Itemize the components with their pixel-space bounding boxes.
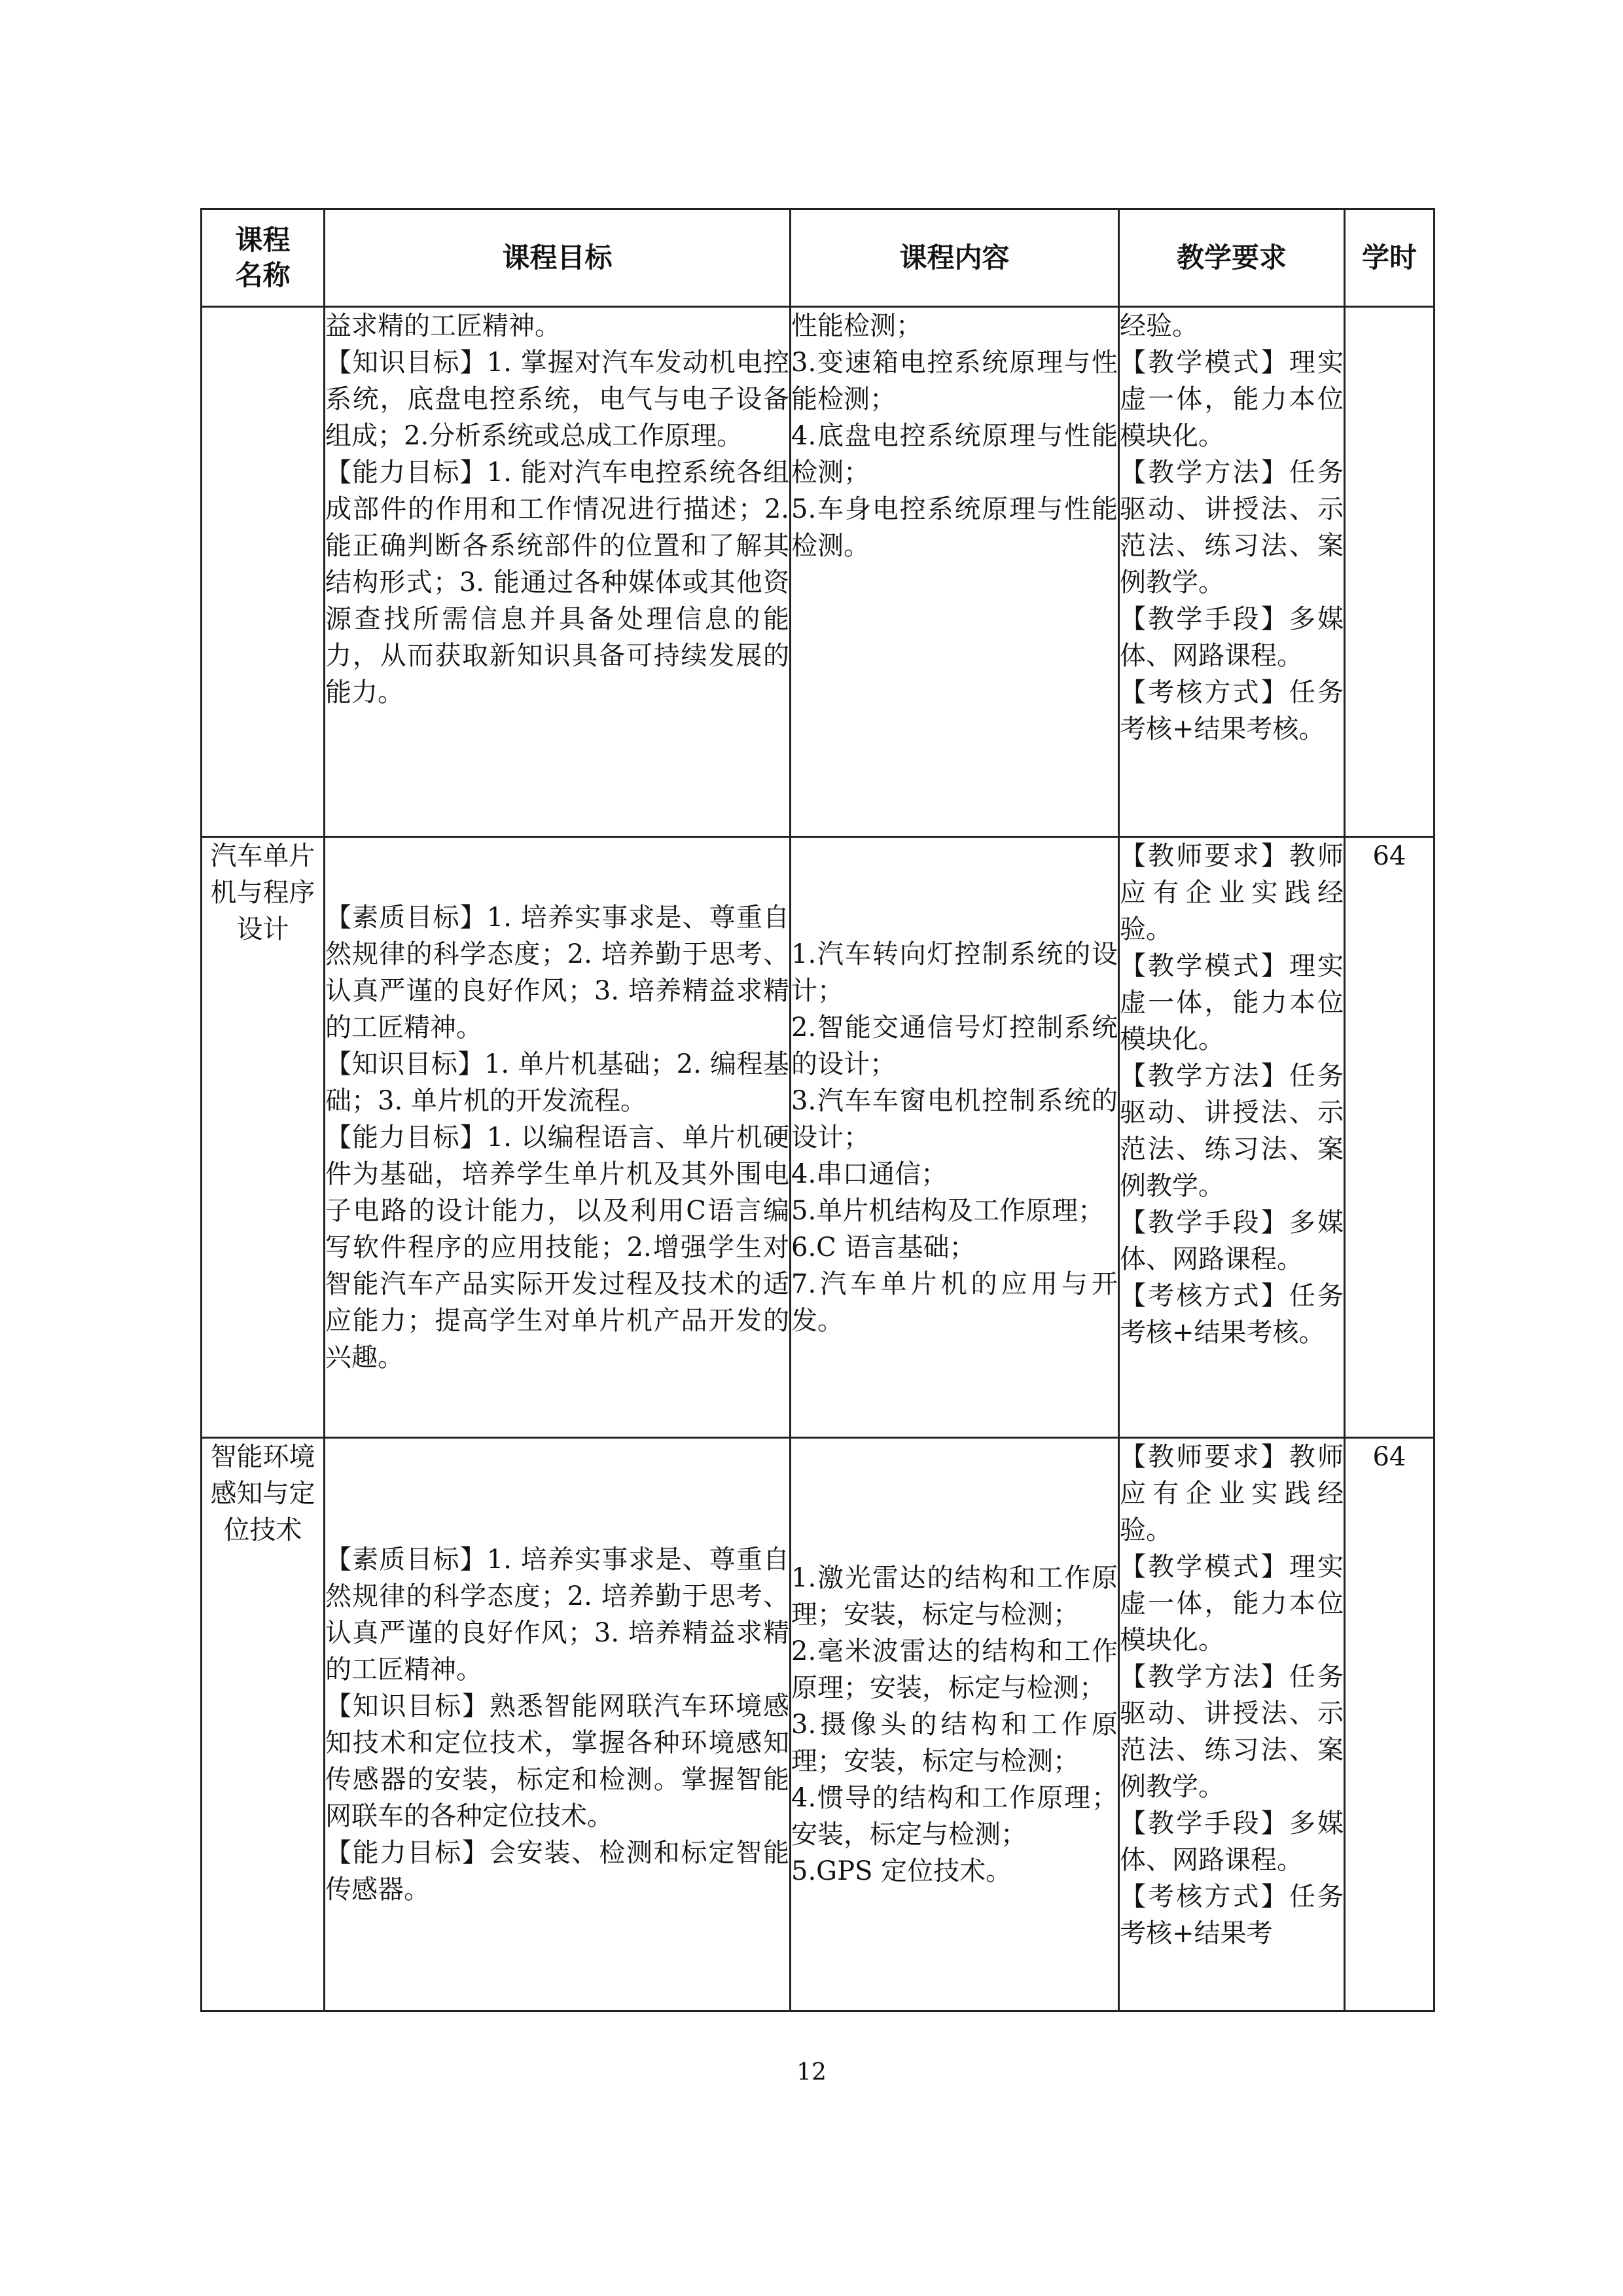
course-goal-cell <box>325 307 791 837</box>
table-row <box>202 307 1435 837</box>
content-item: 5.单片机结构及工作原理； <box>791 1195 1105 1226</box>
hours-cell: 64 <box>1345 1438 1435 2011</box>
course-content-cell <box>791 837 1119 1438</box>
course-name-cell: 汽车单片机与程序设计 <box>202 837 325 1438</box>
course-goal-cell <box>325 1438 791 2011</box>
content-item: 4.底盘电控系统原理与性能检测； <box>791 421 1118 488</box>
table-header-row <box>202 209 1435 307</box>
content-item: 6.C 语言基础； <box>791 1232 976 1263</box>
requirement-item: 【教师要求】教师应有企业实践经验。 <box>1120 841 1344 944</box>
content-item: 5.GPS 定位技术。 <box>791 1856 1012 1886</box>
goal-paragraph: 【知识目标】熟悉智能网联汽车环境感知技术和定位技术，掌握各种环境感知传感器的安装，标定和检测。掌握智能网联车的各种定位技术。 <box>325 1691 789 1831</box>
requirement-item: 【教学模式】理实虚一体，能力本位模块化。 <box>1120 951 1344 1054</box>
requirement-item: 【教学手段】多媒体、网路课程。 <box>1120 1808 1344 1875</box>
header-teaching-requirement: 教学要求 <box>1119 209 1345 307</box>
content-item: 7.汽车单片机的应用与开发。 <box>791 1268 1118 1336</box>
page-number: 12 <box>796 2059 827 2086</box>
content-item: 3.汽车车窗电机控制系统的设计； <box>791 1085 1118 1153</box>
content-item: 2.智能交通信号灯控制系统的设计； <box>791 1012 1118 1079</box>
content-item: 4.串口通信； <box>791 1158 948 1189</box>
goal-paragraph: 【能力目标】1. 以编程语言、单片机硬件为基础，培养学生单片机及其外围电子电路的设计能力，以及利用C语言编写软件程序的应用技能；2.增强学生对智能汽车产品实际开发过程及技术的适应能力；提高学生对单片机产品开发的兴趣。 <box>325 1122 789 1372</box>
requirement-item: 【教学模式】理实虚一体，能力本位模块化。 <box>1120 1552 1344 1655</box>
goal-paragraph: 【知识目标】1. 单片机基础；2. 编程基础；3. 单片机的开发流程。 <box>325 1049 789 1116</box>
content-item: 5.车身电控系统原理与性能检测。 <box>791 494 1118 561</box>
requirement-item: 【教学手段】多媒体、网路课程。 <box>1120 1208 1344 1274</box>
content-item: 性能检测； <box>791 311 922 341</box>
content-item: 1.激光雷达的结构和工作原理；安装，标定与检测； <box>791 1562 1118 1630</box>
content-item: 1.汽车转向灯控制系统的设计； <box>791 939 1118 1006</box>
goal-paragraph: 【素质目标】1. 培养实事求是、尊重自然规律的科学态度；2. 培养勤于思考、认真严谨的良好作风；3. 培养精益求精的工匠精神。 <box>325 1544 789 1685</box>
teaching-requirement-cell <box>1119 837 1345 1438</box>
header-hours: 学时 <box>1345 209 1435 307</box>
content-item: 3.变速箱电控系统原理与性能检测； <box>791 348 1118 414</box>
content-item: 3.摄像头的结构和工作原理；安装，标定与检测； <box>791 1709 1118 1776</box>
course-table <box>200 208 1435 2012</box>
requirement-item: 【教学方法】任务驱动、讲授法、示范法、练习法、案例教学。 <box>1120 457 1344 598</box>
hours-cell: 64 <box>1345 837 1435 1438</box>
goal-paragraph: 【能力目标】1. 能对汽车电控系统各组成部件的作用和工作情况进行描述；2. 能正确判断各系统部件的位置和了解其结构形式；3. 能通过各种媒体或其他资源查找所需信息并具备处理信息的能力，从而获取新知识具备可持续发展的能力。 <box>325 457 789 708</box>
header-course-goal: 课程目标 <box>325 209 791 307</box>
course-name-cell <box>202 307 325 837</box>
requirement-item: 【考核方式】任务考核+结果考核。 <box>1120 1281 1344 1348</box>
requirement-item: 【考核方式】任务考核+结果考核。 <box>1120 677 1344 744</box>
requirement-item: 【教师要求】教师应有企业实践经验。 <box>1120 1442 1344 1545</box>
requirement-item: 【教学模式】理实虚一体，能力本位模块化。 <box>1120 348 1344 451</box>
header-course-content: 课程内容 <box>791 209 1119 307</box>
table-row <box>202 837 1435 1438</box>
goal-paragraph: 益求精的工匠精神。 <box>325 311 561 341</box>
table-row <box>202 1438 1435 2011</box>
requirement-item: 经验。 <box>1120 311 1198 341</box>
goal-paragraph: 【素质目标】1. 培养实事求是、尊重自然规律的科学态度；2. 培养勤于思考、认真严谨的良好作风；3. 培养精益求精的工匠精神。 <box>325 902 789 1043</box>
course-content-cell <box>791 307 1119 837</box>
requirement-item: 【教学方法】任务驱动、讲授法、示范法、练习法、案例教学。 <box>1120 1662 1344 1802</box>
content-item: 2.毫米波雷达的结构和工作原理；安装，标定与检测； <box>791 1636 1118 1703</box>
requirement-item: 【考核方式】任务考核+结果考 <box>1120 1882 1344 1948</box>
goal-paragraph: 【能力目标】会安装、检测和标定智能传感器。 <box>325 1837 789 1905</box>
requirement-item: 【教学手段】多媒体、网路课程。 <box>1120 604 1344 671</box>
course-content-cell <box>791 1438 1119 2011</box>
teaching-requirement-cell <box>1119 307 1345 837</box>
requirement-item: 【教学方法】任务驱动、讲授法、示范法、练习法、案例教学。 <box>1120 1061 1344 1201</box>
header-course-name: 课程 名称 <box>202 209 325 307</box>
content-item: 4.惯导的结构和工作原理；安装，标定与检测； <box>791 1782 1118 1850</box>
hours-cell <box>1345 307 1435 837</box>
course-goal-cell <box>325 837 791 1438</box>
teaching-requirement-cell <box>1119 1438 1345 2011</box>
goal-paragraph: 【知识目标】1. 掌握对汽车发动机电控系统，底盘电控系统，电气与电子设备组成；2.分析系统或总成工作原理。 <box>325 348 789 451</box>
course-name-cell: 智能环境感知与定位技术 <box>202 1438 325 2011</box>
